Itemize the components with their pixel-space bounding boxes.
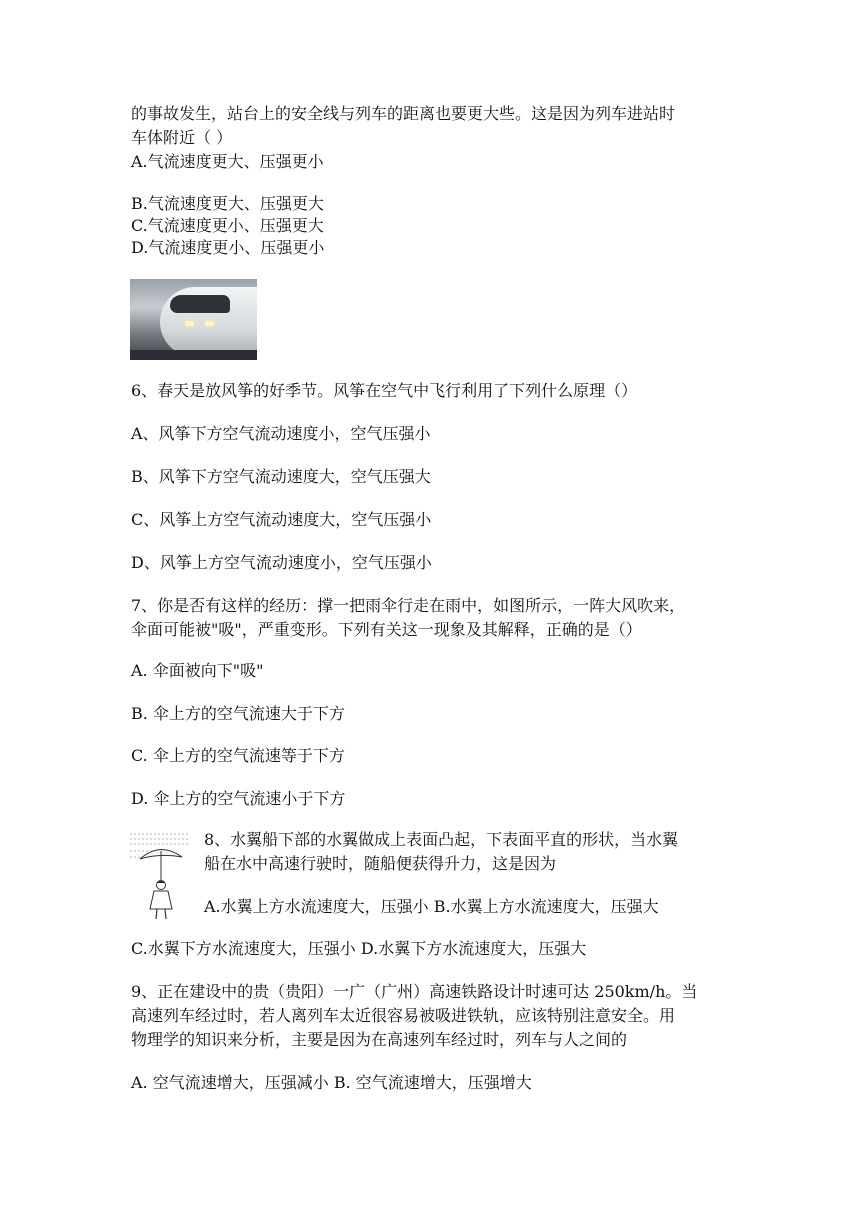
train-headlight-left [185, 321, 194, 326]
q6-option-d: D、风筝上方空气流动速度小，空气压强小 [131, 553, 432, 572]
q9-stem-line-1: 9、正在建设中的贵（贵阳）一广（广州）高速铁路设计时速可达 250km/h。当 [131, 982, 698, 1001]
q7-option-c: C. 伞上方的空气流速等于下方 [131, 746, 345, 765]
q5-option-d: D.气流速度更小、压强更小 [131, 238, 325, 257]
q5-stem-line-1: 的事故发生，站台上的安全线与列车的距离也要更大些。这是因为列车进站时 [131, 104, 676, 123]
q5-stem-line-2: 车体附近（ ） [131, 128, 233, 147]
umbrella-girl-illustration [130, 829, 190, 921]
q6-stem: 6、春天是放风筝的好季节。风筝在空气中飞行利用了下列什么原理（） [131, 381, 638, 400]
q7-option-b: B. 伞上方的空气流速大于下方 [131, 704, 345, 723]
train-windshield [170, 295, 230, 313]
q8-stem-line-2: 船在水中高速行驶时，随船便获得升力，这是因为 [204, 854, 557, 873]
q5-option-b: B.气流速度更大、压强更大 [131, 194, 324, 213]
train-track [130, 350, 257, 360]
train-headlight-right [205, 321, 214, 326]
q6-option-a: A、风筝下方空气流动速度小，空气压强小 [131, 424, 431, 443]
q7-stem-line-1: 7、你是否有这样的经历：撑一把雨伞行走在雨中，如图所示，一阵大风吹来， [131, 596, 686, 615]
q9-options-ab: A. 空气流速增大，压强减小 B. 空气流速增大，压强增大 [131, 1073, 532, 1092]
q9-stem-line-3: 物理学的知识来分析，主要是因为在高速列车经过时，列车与人之间的 [131, 1030, 628, 1049]
q7-option-a: A. 伞面被向下"吸" [131, 661, 264, 680]
q8-options-ab: A.水翼上方水流速度大，压强小 B.水翼上方水流速度大，压强大 [204, 897, 659, 916]
q8-stem-line-1: 8、水翼船下部的水翼做成上表面凸起，下表面平直的形状，当水翼 [204, 830, 679, 849]
q7-option-d: D. 伞上方的空气流速小于下方 [131, 789, 346, 808]
q5-option-c: C.气流速度更小、压强更大 [131, 216, 324, 235]
q9-stem-line-2: 高速列车经过时，若人离列车太近很容易被吸进铁轨，应该特别注意安全。用 [131, 1006, 676, 1025]
q6-option-b: B、风筝下方空气流动速度大，空气压强大 [131, 467, 431, 486]
q8-options-cd: C.水翼下方水流速度大，压强小 D.水翼下方水流速度大，压强大 [131, 939, 587, 958]
train-photo [130, 279, 257, 360]
q7-stem-line-2: 伞面可能被"吸"，严重变形。下列有关这一现象及其解释，正确的是（） [131, 620, 642, 639]
q6-option-c: C、风筝上方空气流动速度大，空气压强小 [131, 510, 432, 529]
q5-option-a: A.气流速度更大、压强更小 [131, 152, 324, 171]
